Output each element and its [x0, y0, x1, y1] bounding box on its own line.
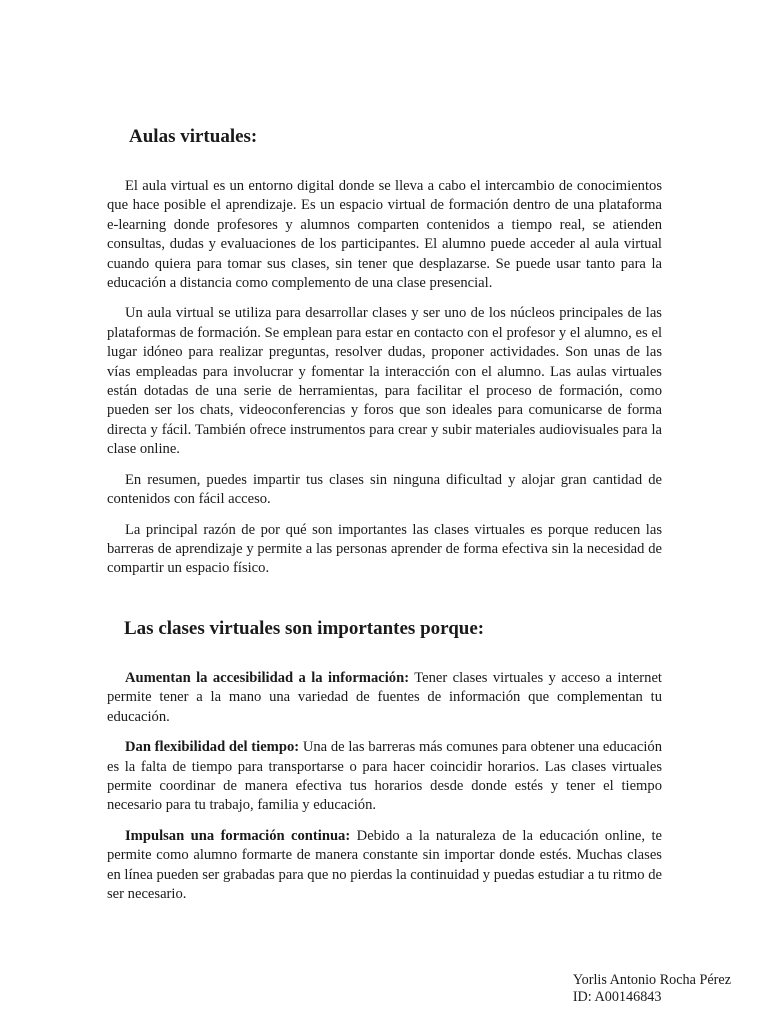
- paragraph: El aula virtual es un entorno digital donde se lleva a cabo el intercambio de conocimientos que hace posible el aprendizaje. Es un espacio virtual de formación dentro de una plataforma e-learning donde profesores y alumnos comparten contenidos a tiempo real, se atienden consultas, dudas y evaluaciones de los participantes. El alumno puede acceder al aula virtual cuando quiera para tomar sus clases, sin tener que desplazarse. Se puede usar tanto para la educación a distancia como complemento de una clase presencial.: [107, 178, 662, 292]
- section-body-importancia: [107, 669, 662, 904]
- paragraph: En resumen, puedes impartir tus clases sin ninguna dificultad y alojar gran cantidad de contenidos con fácil acceso.: [107, 471, 662, 508]
- author-name: Yorlis Antonio Rocha Pérez: [572, 972, 731, 988]
- author-footer: [573, 972, 731, 1006]
- reason-paragraph: [107, 827, 662, 905]
- reason-paragraph: [107, 669, 662, 727]
- reason-lead: Aumentan la accesibilidad a la información:: [125, 670, 410, 686]
- reason-text: Debido a la naturaleza de la educación online, te permite como alumno formarte de manera constante sin importar donde estés. Muchas clases en línea pueden ser grabadas para que no pierdas la continuidad y puedas estudiar a tu ritmo de ser necesario.: [107, 827, 663, 903]
- section-title-importancia: Las clases virtuales son importantes porque:: [124, 618, 485, 639]
- reason-text: Una de las barreras más comunes para obtener una educación es la falta de tiempo para transportarse o para hacer coincidir horarios. Las clases virtuales permite coordinar de manera efectiva tus horarios desde donde estés y tener el tiempo necesario para tu trabajo, familia y educación.: [107, 739, 663, 814]
- section-body-aulas-virtuales: [107, 177, 662, 579]
- reason-lead: Dan flexibilidad del tiempo:: [125, 739, 300, 756]
- paragraph: La principal razón de por qué son importantes las clases virtuales es porque reducen las barreras de aprendizaje y permite a las personas aprender de forma efectiva sin la necesidad de compartir un espacio físico.: [107, 521, 662, 577]
- section-title-aulas-virtuales: Aulas virtuales:: [129, 126, 258, 147]
- reason-text: Tener clases virtuales y acceso a internet permite tener a la mano una variedad de fuentes de información que complementan tu educación.: [107, 670, 662, 725]
- reason-lead: Impulsan una formación continua:: [125, 827, 351, 844]
- paragraph: Un aula virtual se utiliza para desarrollar clases y ser uno de los núcleos principales de las plataformas de formación. Se emplean para estar en contacto con el profesor y el alumno, es el lugar idóneo para realizar preguntas, resolver dudas, proponer actividades. Son unas de las vías empleadas para involucrar y fomentar la interacción con el alumno. Las aulas virtuales están dotadas de una serie de herramientas, para facilitar el proceso de formación, como pueden ser los chats, videoconferencias y foros que son ideales para comunicarse de forma directa y fácil. También ofrece instrumentos para crear y subir materiales audiovisuales para la clase online.: [107, 305, 662, 458]
- author-id: ID: A00146843: [572, 989, 662, 1005]
- reason-paragraph: [107, 738, 662, 816]
